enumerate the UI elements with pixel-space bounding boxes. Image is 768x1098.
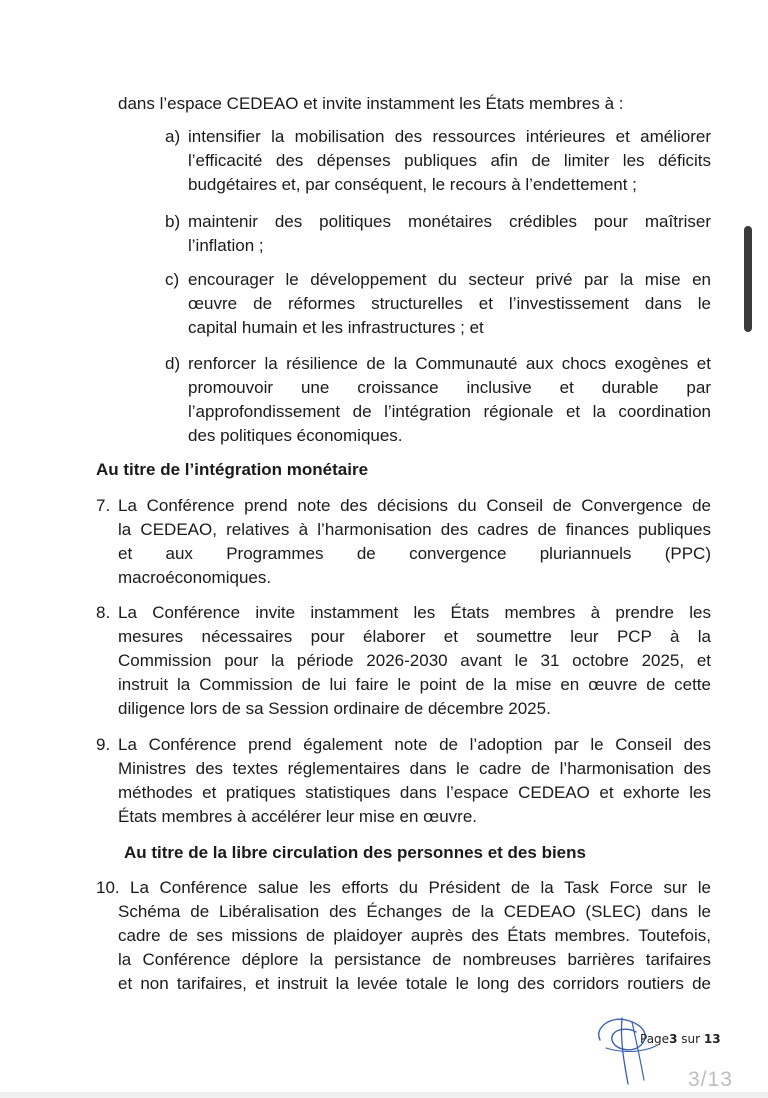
paragraph-line: diligence lors de sa Session ordinaire de décembre 2025. [118,699,551,718]
footer-sur: sur [681,1032,701,1046]
list-line: maintenir des politiques monétaires crédibles pour maîtriser [188,212,711,231]
footer-page-number: 3 [669,1032,678,1046]
list-marker: c) [165,270,180,289]
page-footer [640,1032,721,1046]
paragraph-line: la Conférence déplore la persistance de nombreuses barrières tarifaires [118,950,711,969]
paragraph-line: La Conférence salue les efforts du Président de la Task Force sur le [130,878,711,897]
list-line: encourager le développement du secteur privé par la mise en [188,270,711,289]
footer-total-pages: 13 [703,1032,721,1046]
footer-page-word: Page [640,1032,670,1046]
handwritten-signature [592,1010,662,1088]
intro-line: dans l’espace CEDEAO et invite instamment les États membres à : [118,94,624,113]
paragraph-line: macroéconomiques. [118,568,272,587]
list-marker: a) [165,127,181,146]
list-line: œuvre de réformes structurelles et l’investissement dans le [188,294,711,313]
paragraph-number: 8. [96,603,111,622]
page-counter: 3/13 [688,1068,733,1091]
list-line: capital humain et les infrastructures ; et [188,318,484,337]
scrollbar-thumb[interactable] [744,226,752,332]
paragraph-line: instruit la Commission de lui faire le point de la mise en œuvre de cette [118,675,711,694]
paragraph-line: La Conférence prend également note de l’adoption par le Conseil des [118,735,711,754]
paragraph-number: 9. [96,735,111,754]
paragraph-line: et aux Programmes de convergence pluriannuels (PPC) [118,544,711,563]
paragraph-line: Commission pour la période 2026-2030 avant le 31 octobre 2025, et [118,651,711,670]
paragraph-line: Ministres des textes réglementaires dans le cadre de l’harmonisation des [118,759,711,778]
list-line: l’inflation ; [188,236,264,255]
paragraph-line: cadre de ses missions de plaidoyer auprès des États membres. Toutefois, [118,926,711,945]
paragraph-line: mesures nécessaires pour élaborer et soumettre leur PCP à la [118,627,711,646]
paragraph-line: et non tarifaires, et instruit la levée totale le long des corridors routiers de [118,974,711,993]
list-line: renforcer la résilience de la Communauté aux chocs exogènes et [188,354,711,373]
paragraph-line: Schéma de Libéralisation des Échanges de la CEDEAO (SLEC) dans le [118,902,711,921]
bottom-bar [0,1092,768,1098]
list-line: intensifier la mobilisation des ressources intérieures et améliorer [188,127,711,146]
paragraph-number: 10. [96,878,120,897]
section-heading-monetary: Au titre de l’intégration monétaire [96,460,369,479]
list-line: budgétaires et, par conséquent, le recours à l’endettement ; [188,175,637,194]
paragraph-line: La Conférence prend note des décisions du Conseil de Convergence de [118,496,711,515]
list-line: des politiques économiques. [188,426,403,445]
paragraph-line: la CEDEAO, relatives à l’harmonisation des cadres de finances publiques [118,520,711,539]
list-line: l’efficacité des dépenses publiques afin de limiter les déficits [188,151,711,170]
section-heading-circulation: Au titre de la libre circulation des personnes et des biens [124,843,586,862]
paragraph-line: La Conférence invite instamment les États membres à prendre les [118,603,711,622]
paragraph-number: 7. [96,496,111,515]
list-line: l’approfondissement de l’intégration régionale et la coordination [188,402,711,421]
list-marker: b) [165,212,181,231]
list-line: promouvoir une croissance inclusive et durable par [188,378,711,397]
paragraph-line: États membres à accélérer leur mise en œuvre. [118,807,478,826]
paragraph-line: méthodes et pratiques statistiques dans l’espace CEDEAO et exhorte les [118,783,711,802]
list-marker: d) [165,354,181,373]
